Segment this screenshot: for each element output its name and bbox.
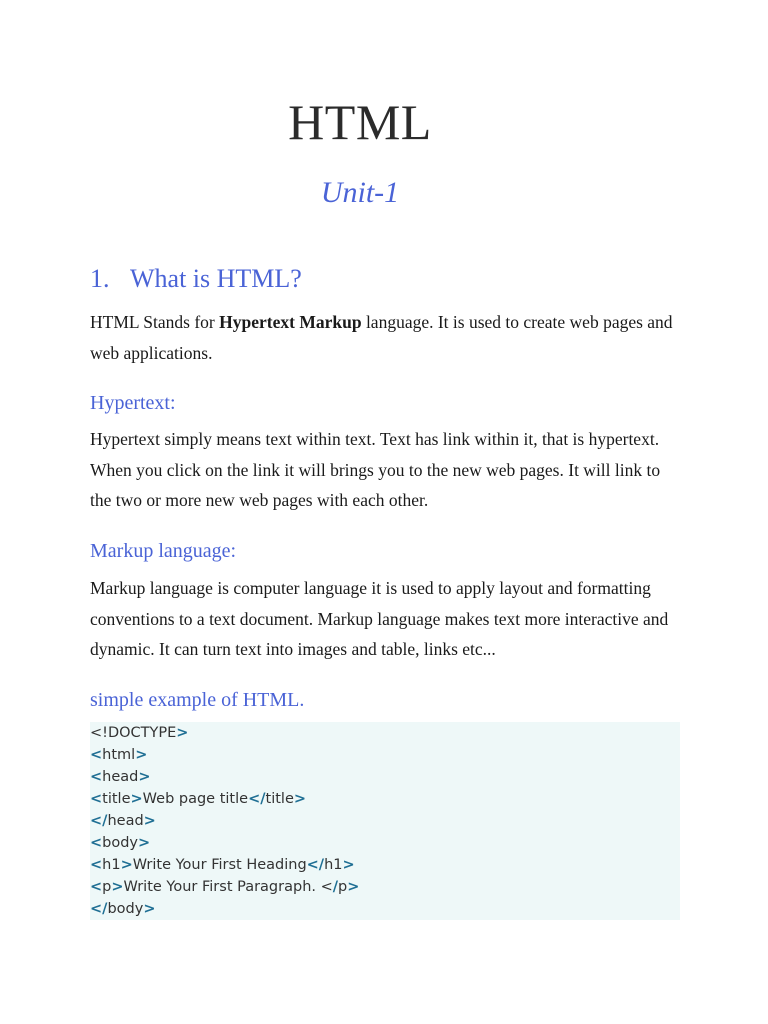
code-end-tag-name: h1 [324, 857, 343, 873]
code-tag-name: body [102, 835, 139, 851]
markup-heading: Markup language: [90, 540, 237, 562]
code-text-content: Web page title [142, 791, 249, 807]
code-text-content: Write Your First Heading [132, 857, 307, 873]
code-line [90, 810, 680, 832]
code-tag-close-bracket: > [138, 769, 151, 785]
code-tag-open-bracket: < [90, 835, 103, 851]
hypertext-paragraph: Hypertext simply means text within text. Text has link within it, that is hypertext. When you click on the link it will brings you to the new web pages. It will link to the two or more new web pages with each other. [90, 429, 661, 510]
definition-bold-term: Hypertext Markup [219, 312, 362, 332]
code-line [90, 766, 680, 788]
code-end-tag-close-bracket: > [342, 857, 355, 873]
code-end-tag-name: p [338, 879, 348, 895]
code-tag-close-bracket: > [176, 725, 189, 741]
document-subtitle: Unit-1 [320, 176, 400, 209]
section-heading-what-is-html [90, 262, 302, 296]
code-line [90, 898, 680, 920]
code-line [90, 722, 680, 744]
code-end-tag-open-bracket: </ [248, 791, 266, 807]
code-tag-close-bracket: > [143, 813, 156, 829]
code-end-tag-name: title [265, 791, 294, 807]
code-end-tag-open-bracket: </ [306, 857, 325, 873]
code-line [90, 854, 680, 876]
code-text-content: Write Your First Paragraph. < [123, 879, 333, 895]
code-tag-name: p [102, 879, 112, 895]
code-tag-name: body [107, 901, 144, 917]
code-line [90, 788, 680, 810]
code-tag-open-bracket: < [90, 857, 103, 873]
code-end-tag-close-bracket: > [347, 879, 360, 895]
code-example-block [90, 722, 680, 920]
html-definition-paragraph [90, 307, 680, 368]
code-tag-close-bracket: > [130, 791, 143, 807]
code-line [90, 744, 680, 766]
code-tag-name: head [102, 769, 139, 785]
example-heading: simple example of HTML. [90, 689, 305, 711]
section-heading-text: What is HTML? [130, 264, 302, 293]
code-tag-close-bracket: > [135, 747, 148, 763]
code-tag-open-bracket: < [90, 791, 103, 807]
hypertext-heading: Hypertext: [90, 392, 176, 414]
code-tag-name: h1 [102, 857, 121, 873]
code-line [90, 832, 680, 854]
code-tag-open-bracket: < [90, 879, 103, 895]
code-tag-open-bracket: </ [90, 813, 108, 829]
definition-text-start: HTML Stands for [90, 312, 220, 332]
code-tag-name: head [107, 813, 144, 829]
code-end-tag-open-bracket: / [332, 879, 339, 895]
code-tag-open-bracket: < [90, 769, 103, 785]
code-line [90, 876, 680, 898]
section-number: 1. [90, 264, 110, 293]
definition-text-end: language. It is used to create web pages and web applications. [90, 312, 673, 363]
code-tag-name: title [102, 791, 131, 807]
code-tag-close-bracket: > [143, 901, 156, 917]
code-lines [90, 722, 680, 920]
code-tag-open-bracket: < [90, 747, 103, 763]
code-end-tag-close-bracket: > [293, 791, 307, 807]
code-tag-close-bracket: > [138, 835, 151, 851]
code-tag-close-bracket: > [120, 857, 133, 873]
code-tag-open-bracket: <!DOCTYPE [90, 725, 177, 741]
code-tag-name: html [102, 747, 136, 763]
code-tag-open-bracket: </ [90, 901, 108, 917]
document-title: HTML [288, 94, 432, 150]
markup-paragraph: Markup language is computer language it is used to apply layout and formatting conventions to a text document. Markup language makes text more interactive and dynamic. It can turn text into images and table, links etc... [90, 578, 669, 659]
code-tag-close-bracket: > [111, 879, 124, 895]
